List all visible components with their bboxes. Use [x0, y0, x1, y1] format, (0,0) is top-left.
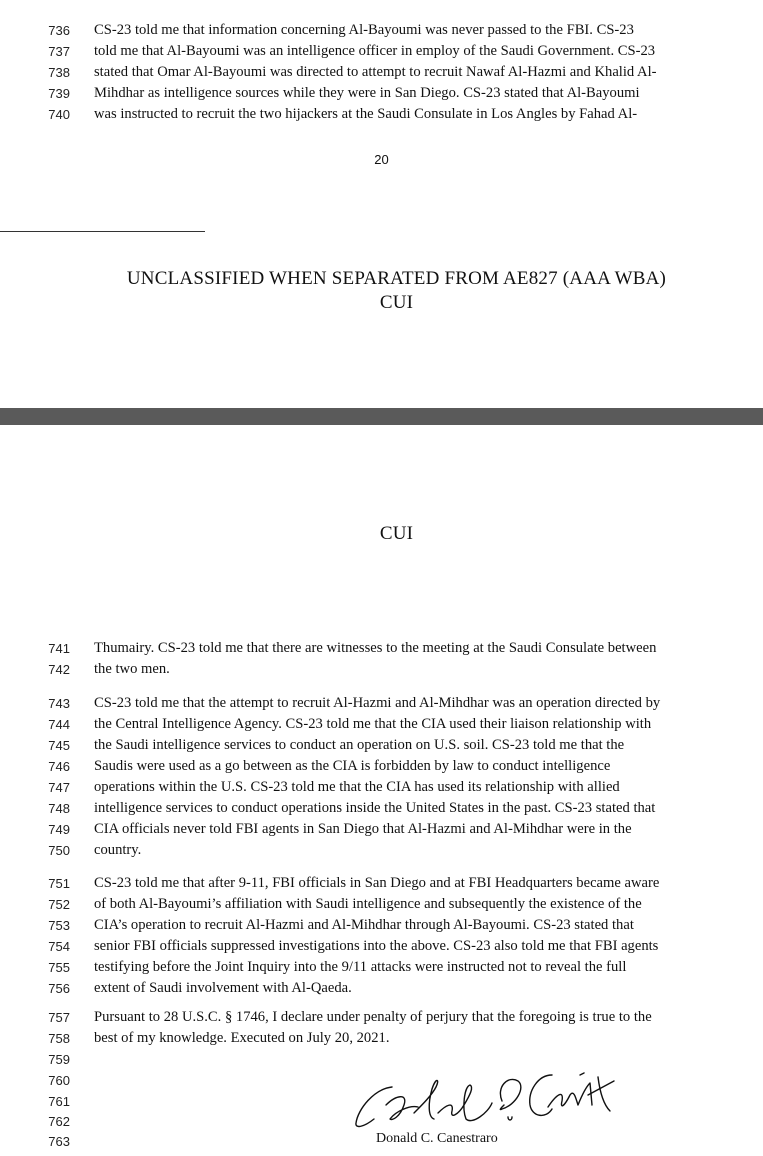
line-text: country.	[94, 842, 142, 858]
line-number: 756	[48, 981, 70, 996]
line-text: of both Al-Bayoumi’s affiliation with Saudi intelligence and subsequently the existence of the	[94, 896, 642, 912]
document-line	[0, 20, 763, 41]
line-number: 754	[48, 939, 70, 954]
line-number: 750	[48, 843, 70, 858]
line-text: the two men.	[94, 661, 170, 677]
line-text: CIA officials never told FBI agents in San Diego that Al-Hazmi and Al-Mihdhar were in the	[94, 821, 632, 837]
line-text: Thumairy. CS-23 told me that there are witnesses to the meeting at the Saudi Consulate between	[94, 640, 657, 656]
document-page-bottom	[0, 425, 763, 1156]
classification-marking: CUI	[379, 523, 414, 544]
document-line	[0, 936, 763, 957]
line-text: was instructed to recruit the two hijackers at the Saudi Consulate in Los Angles by Fahad Al-	[94, 106, 638, 122]
line-text: Mihdhar as intelligence sources while they were in San Diego. CS-23 stated that Al-Bayoumi	[94, 85, 640, 101]
line-number: 758	[48, 1031, 70, 1046]
line-text: stated that Omar Al-Bayoumi was directed to attempt to recruit Nawaf Al-Hazmi and Khalid Al-	[94, 64, 657, 80]
document-line	[0, 957, 763, 978]
line-number: 744	[48, 717, 70, 732]
line-number: 746	[48, 759, 70, 774]
line-text: told me that Al-Bayoumi was an intelligence officer in employ of the Saudi Government. CS-23	[94, 43, 656, 59]
line-text: CIA’s operation to recruit Al-Hazmi and Al-Mihdhar through Al-Bayoumi. CS-23 stated that	[94, 917, 634, 933]
line-text: extent of Saudi involvement with Al-Qaeda.	[94, 980, 352, 996]
document-line	[0, 693, 763, 714]
line-number: 741	[48, 641, 70, 656]
line-text: CS-23 told me that information concerning Al-Bayoumi was never passed to the FBI. CS-23	[94, 22, 634, 38]
line-text: CS-23 told me that after 9-11, FBI officials in San Diego and at FBI Headquarters became aware	[94, 875, 660, 891]
line-number: 751	[48, 876, 70, 891]
line-number: 738	[48, 65, 70, 80]
document-line	[0, 756, 763, 777]
line-text: Pursuant to 28 U.S.C. § 1746, I declare under penalty of perjury that the foregoing is true to the	[94, 1009, 652, 1025]
document-line	[0, 659, 763, 680]
line-number: 737	[48, 44, 70, 59]
page-break-divider	[0, 408, 763, 425]
signatory-name: Donald C. Canestraro	[376, 1131, 498, 1146]
line-text: Saudis were used as a go between as the CIA is forbidden by law to conduct intelligence	[94, 758, 611, 774]
line-number: 757	[48, 1010, 70, 1025]
document-line	[0, 840, 763, 861]
document-line	[0, 798, 763, 819]
line-text: the Central Intelligence Agency. CS-23 told me that the CIA used their liaison relationship with	[94, 716, 652, 732]
document-line	[0, 1028, 763, 1049]
line-number: 739	[48, 86, 70, 101]
line-number: 740	[48, 107, 70, 122]
document-line	[0, 735, 763, 756]
document-line	[0, 638, 763, 659]
line-number: 743	[48, 696, 70, 711]
classification-banner: UNCLASSIFIED WHEN SEPARATED FROM AE827 (AAA WBA)	[126, 268, 667, 289]
document-line	[0, 777, 763, 798]
line-text: best of my knowledge. Executed on July 20, 2021.	[94, 1030, 390, 1046]
line-number: 742	[48, 662, 70, 677]
document-line	[0, 1007, 763, 1028]
document-line	[0, 873, 763, 894]
classification-marking: CUI	[379, 292, 414, 313]
handwritten-signature	[352, 1065, 637, 1135]
line-text: CS-23 told me that the attempt to recruit Al-Hazmi and Al-Mihdhar was an operation directed by	[94, 695, 661, 711]
document-line	[0, 714, 763, 735]
document-line	[0, 83, 763, 104]
line-number: 736	[48, 23, 70, 38]
document-line	[0, 978, 763, 999]
line-number: 745	[48, 738, 70, 753]
line-text: testifying before the Joint Inquiry into the 9/11 attacks were instructed not to reveal the full	[94, 959, 627, 975]
line-number: 753	[48, 918, 70, 933]
line-number: 761	[48, 1094, 70, 1109]
line-number: 749	[48, 822, 70, 837]
document-line	[0, 819, 763, 840]
document-line	[0, 104, 763, 125]
line-text: intelligence services to conduct operations inside the United States in the past. CS-23 stated that	[94, 800, 656, 816]
line-text: senior FBI officials suppressed investigations into the above. CS-23 also told me that FBI agents	[94, 938, 659, 954]
line-number: 755	[48, 960, 70, 975]
document-line	[0, 41, 763, 62]
document-line	[0, 62, 763, 83]
document-page-top	[0, 0, 763, 408]
line-number: 759	[48, 1052, 70, 1067]
line-number: 760	[48, 1073, 70, 1088]
line-text: operations within the U.S. CS-23 told me that the CIA has used its relationship with allied	[94, 779, 620, 795]
page-number: 20	[374, 152, 389, 167]
line-number: 748	[48, 801, 70, 816]
line-number: 762	[48, 1114, 70, 1129]
document-line	[0, 915, 763, 936]
footer-divider	[0, 231, 205, 232]
document-line	[0, 894, 763, 915]
line-number: 763	[48, 1134, 70, 1149]
line-number: 752	[48, 897, 70, 912]
line-text: the Saudi intelligence services to conduct an operation on U.S. soil. CS-23 told me that the	[94, 737, 625, 753]
line-number: 747	[48, 780, 70, 795]
